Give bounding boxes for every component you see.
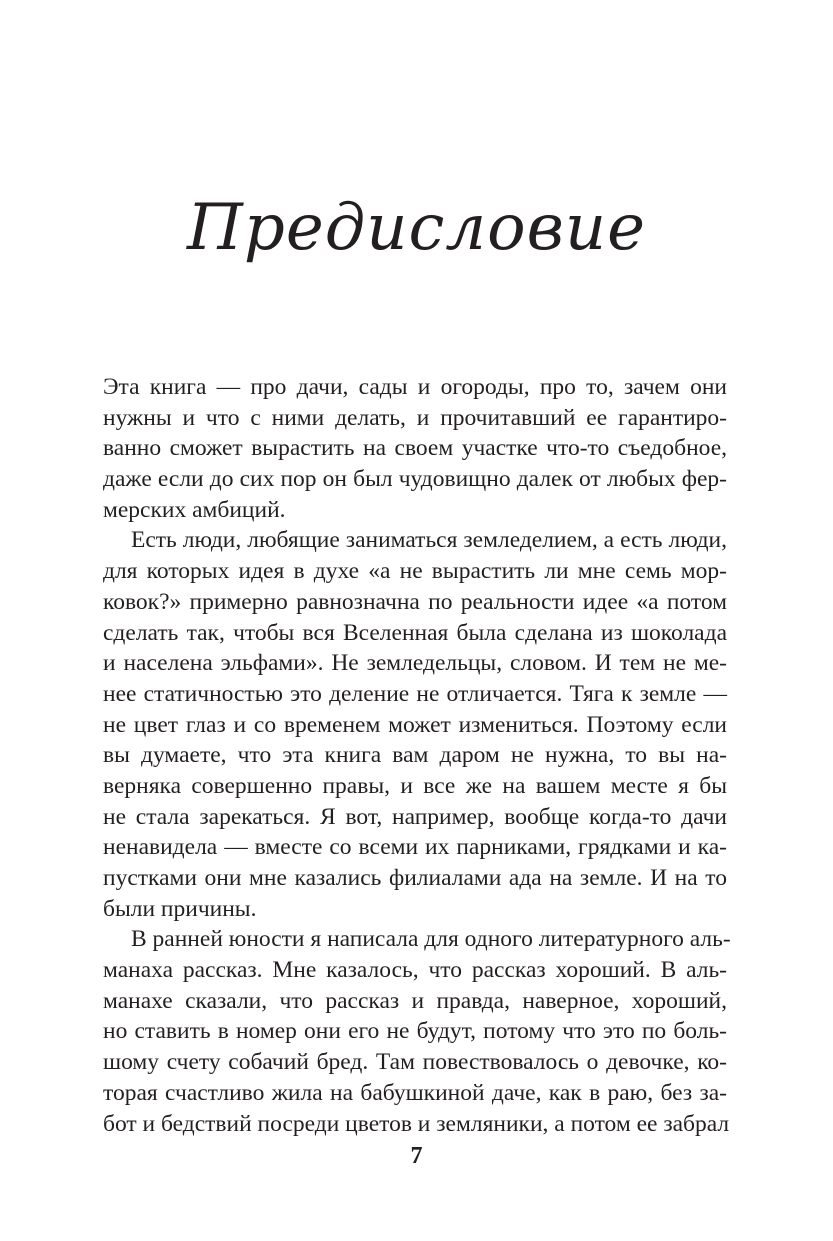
- body-text: [103, 372, 731, 1139]
- text-line: ненавидела — вместе со всеми их парниками, грядками и ка-: [103, 834, 727, 861]
- text-line: шому счету собачий бред. Там повествовалось о девочке, ко-: [103, 1049, 727, 1076]
- text-line: мерских амбиций.: [103, 496, 286, 523]
- text-line: были причины.: [103, 895, 257, 922]
- chapter-title: Предисловие: [187, 190, 646, 265]
- text-line: верняка совершенно правы, и все же на вашем месте я бы: [103, 772, 727, 799]
- text-line: сделать так, чтобы вся Вселенная была сделана из шоколада: [103, 619, 727, 646]
- page-number: 7: [410, 1143, 423, 1169]
- text-line: ковок?» примерно равнозначна по реальности идее «а потом: [103, 588, 727, 615]
- text-line: и населена эльфами». Не земледельцы, словом. И тем не ме-: [103, 650, 727, 677]
- text-line: Есть люди, любящие заниматься земледелием, а есть люди,: [131, 527, 727, 554]
- text-line: для которых идея в духе «а не вырастить ли мне семь мор-: [103, 558, 727, 585]
- text-line: вы думаете, что эта книга вам даром не нужна, то вы на-: [103, 742, 727, 769]
- text-line: манахе сказали, что рассказ и правда, наверное, хороший,: [103, 987, 727, 1014]
- text-line: В ранней юности я написала для одного литературного аль-: [131, 926, 731, 953]
- text-line: не цвет глаз и со временем может измениться. Поэтому если: [103, 711, 727, 738]
- text-line: пустками они мне казались филиалами ада на земле. И на то: [103, 865, 727, 891]
- text-line: ванно сможет вырастить на своем участке что-то съедобное,: [103, 435, 727, 462]
- text-line: но ставить в номер они его не будут, потому что это по боль-: [103, 1018, 727, 1045]
- text-line: бот и бедствий посреди цветов и земляники, а потом ее забрал: [103, 1110, 730, 1137]
- text-line: не стала зарекаться. Я вот, например, вообще когда-то дачи: [103, 803, 727, 830]
- text-line: даже если до сих пор он был чудовищно далек от любых фер-: [103, 466, 727, 493]
- text-line: Эта книга — про дачи, сады и огороды, про то, зачем они: [103, 374, 727, 400]
- text-line: торая счастливо жила на бабушкиной даче, как в раю, без за-: [103, 1079, 727, 1106]
- text-line: нужны и что с ними делать, и прочитавший ее гарантиро-: [103, 404, 727, 431]
- text-line: манаха рассказ. Мне казалось, что рассказ хороший. В аль-: [103, 957, 727, 984]
- text-line: нее статичностью это деление не отличается. Тяга к земле —: [103, 680, 727, 707]
